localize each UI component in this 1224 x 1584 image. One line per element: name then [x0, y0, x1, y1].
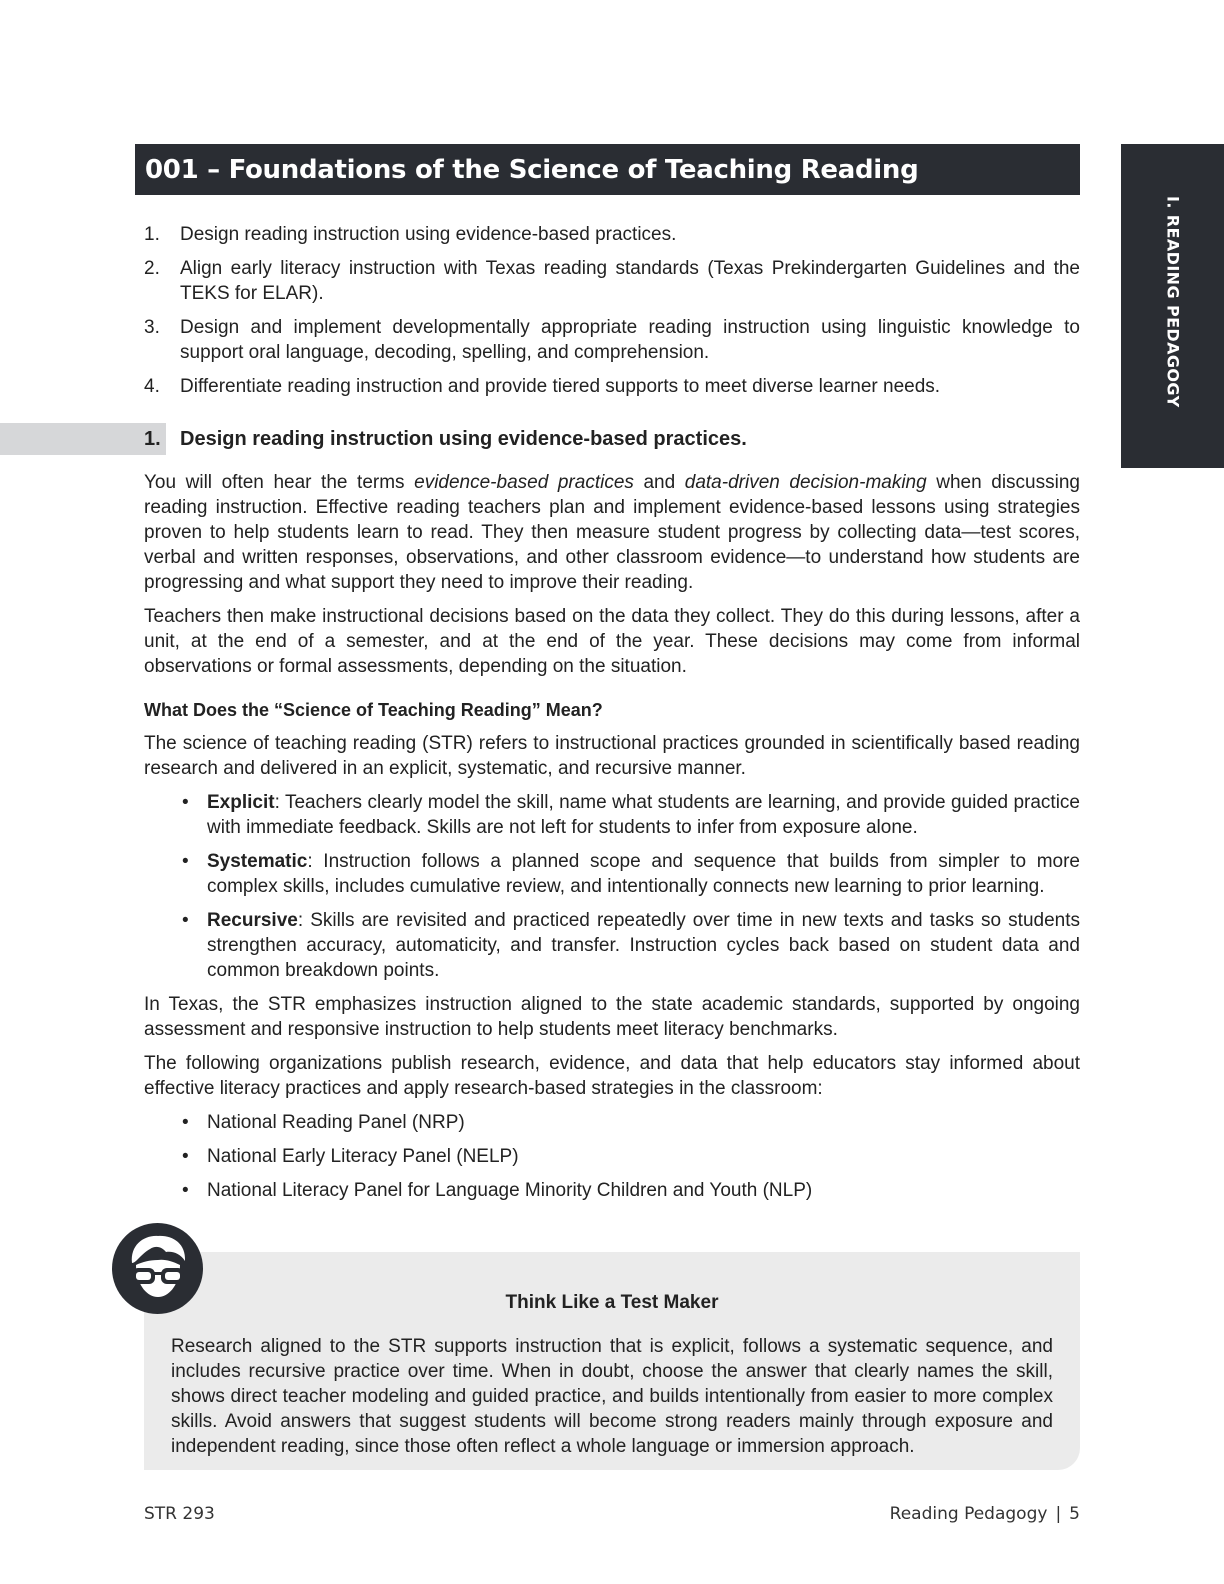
paragraph: In Texas, the STR emphasizes instruction aligned to the state academic standards, supported by ongoing assessment and responsive instruction to help students meet literacy benchmarks.: [144, 994, 1080, 1040]
list-item: • National Literacy Panel for Language Minority Children and Youth (NLP): [182, 1180, 813, 1201]
footer-separator: |: [1055, 1504, 1062, 1524]
objective-item: 2. Align early literacy instruction with Texas reading standards (Texas Prekindergarten Guidelines and the TEKS for ELAR).: [144, 258, 1080, 304]
footer-section-name: Reading Pedagogy: [889, 1504, 1048, 1524]
list-item: • National Reading Panel (NRP): [182, 1112, 465, 1133]
objective-item: 3. Design and implement developmentally appropriate reading instruction using linguistic knowledge to support oral language, decoding, spelling, and comprehension.: [144, 317, 1080, 363]
list-item: • Explicit: Teachers clearly model the skill, name what students are learning, and provide guided practice with immediate feedback. Skills are not left for students to infer from exposure alone.: [182, 792, 1080, 838]
list-item: • National Early Literacy Panel (NELP): [182, 1146, 519, 1167]
organizations-list: [144, 1110, 1080, 1203]
term-emphasis: evidence-based practices: [414, 472, 634, 493]
tip-title: Think Like a Test Maker: [505, 1292, 719, 1313]
subheading: What Does the “Science of Teaching Reading” Mean?: [144, 700, 603, 720]
test-maker-avatar-icon: [112, 1223, 203, 1314]
page-number: 5: [1069, 1504, 1080, 1524]
objectives-list: [144, 222, 1080, 408]
tip-body: Research aligned to the STR supports instruction that is explicit, follows a systematic sequence, and includes recursive practice over time. When in doubt, choose the answer that clearly names the skill, shows direct teacher modeling and guided practice, and builds intentionally from easier to more complex skills. Avoid answers that suggest students will become strong readers mainly through exposure and independent reading, since those often reflect a whole language or immersion approach.: [171, 1336, 1053, 1457]
footer-page-info: [890, 1504, 1080, 1524]
str-principles-list: [144, 790, 1080, 983]
chapter-title: 001 – Foundations of the Science of Teaching Reading: [145, 154, 919, 185]
objective-item: 4. Differentiate reading instruction and provide tiered supports to meet diverse learner needs.: [144, 376, 941, 397]
paragraph: The following organizations publish research, evidence, and data that help educators stay informed about effective literacy practices and apply research-based strategies in the classroom:: [144, 1053, 1080, 1099]
section-body: [144, 470, 1080, 1212]
objective-item: 1. Design reading instruction using evidence-based practices.: [144, 224, 677, 245]
chapter-title-banner: [135, 144, 1080, 195]
section-title: Design reading instruction using evidence-based practices.: [180, 428, 747, 450]
paragraph: You will often hear the terms evidence-based practices and data-driven decision-making when discussing reading instruction. Effective reading teachers plan and implement evidence-based lessons using strategies proven to help students learn to read. They then measure student progress by collecting data—test scores, verbal and written responses, observations, and other classroom evidence—to understand how students are progressing and what support they need to improve their reading.: [144, 472, 1080, 593]
term-emphasis: data-driven decision-making: [684, 472, 927, 493]
paragraph: Teachers then make instructional decisions based on the data they collect. They do this during lessons, after a unit, at the end of a semester, and at the end of the year. These decisions may come from informal observations or formal assessments, depending on the situation.: [144, 606, 1080, 677]
footer-code: STR 293: [144, 1504, 215, 1524]
paragraph: The science of teaching reading (STR) refers to instructional practices grounded in scientifically based reading research and delivered in an explicit, systematic, and recursive manner.: [144, 733, 1080, 779]
section-number: 1.: [144, 428, 161, 450]
test-maker-tip-box: [144, 1252, 1080, 1470]
section-side-tab: [1121, 144, 1224, 468]
list-item: • Recursive: Skills are revisited and practiced repeatedly over time in new texts and tasks so students strengthen accuracy, automaticity, and transfer. Instruction cycles back based on student data and common breakdown points.: [182, 910, 1080, 981]
list-item: • Systematic: Instruction follows a planned scope and sequence that builds from simpler to more complex skills, includes cumulative review, and intentionally connects new learning to prior learning.: [182, 851, 1080, 897]
section-marker-bar: [0, 423, 166, 455]
side-tab-label: I. READING PEDAGOGY: [1163, 196, 1182, 408]
